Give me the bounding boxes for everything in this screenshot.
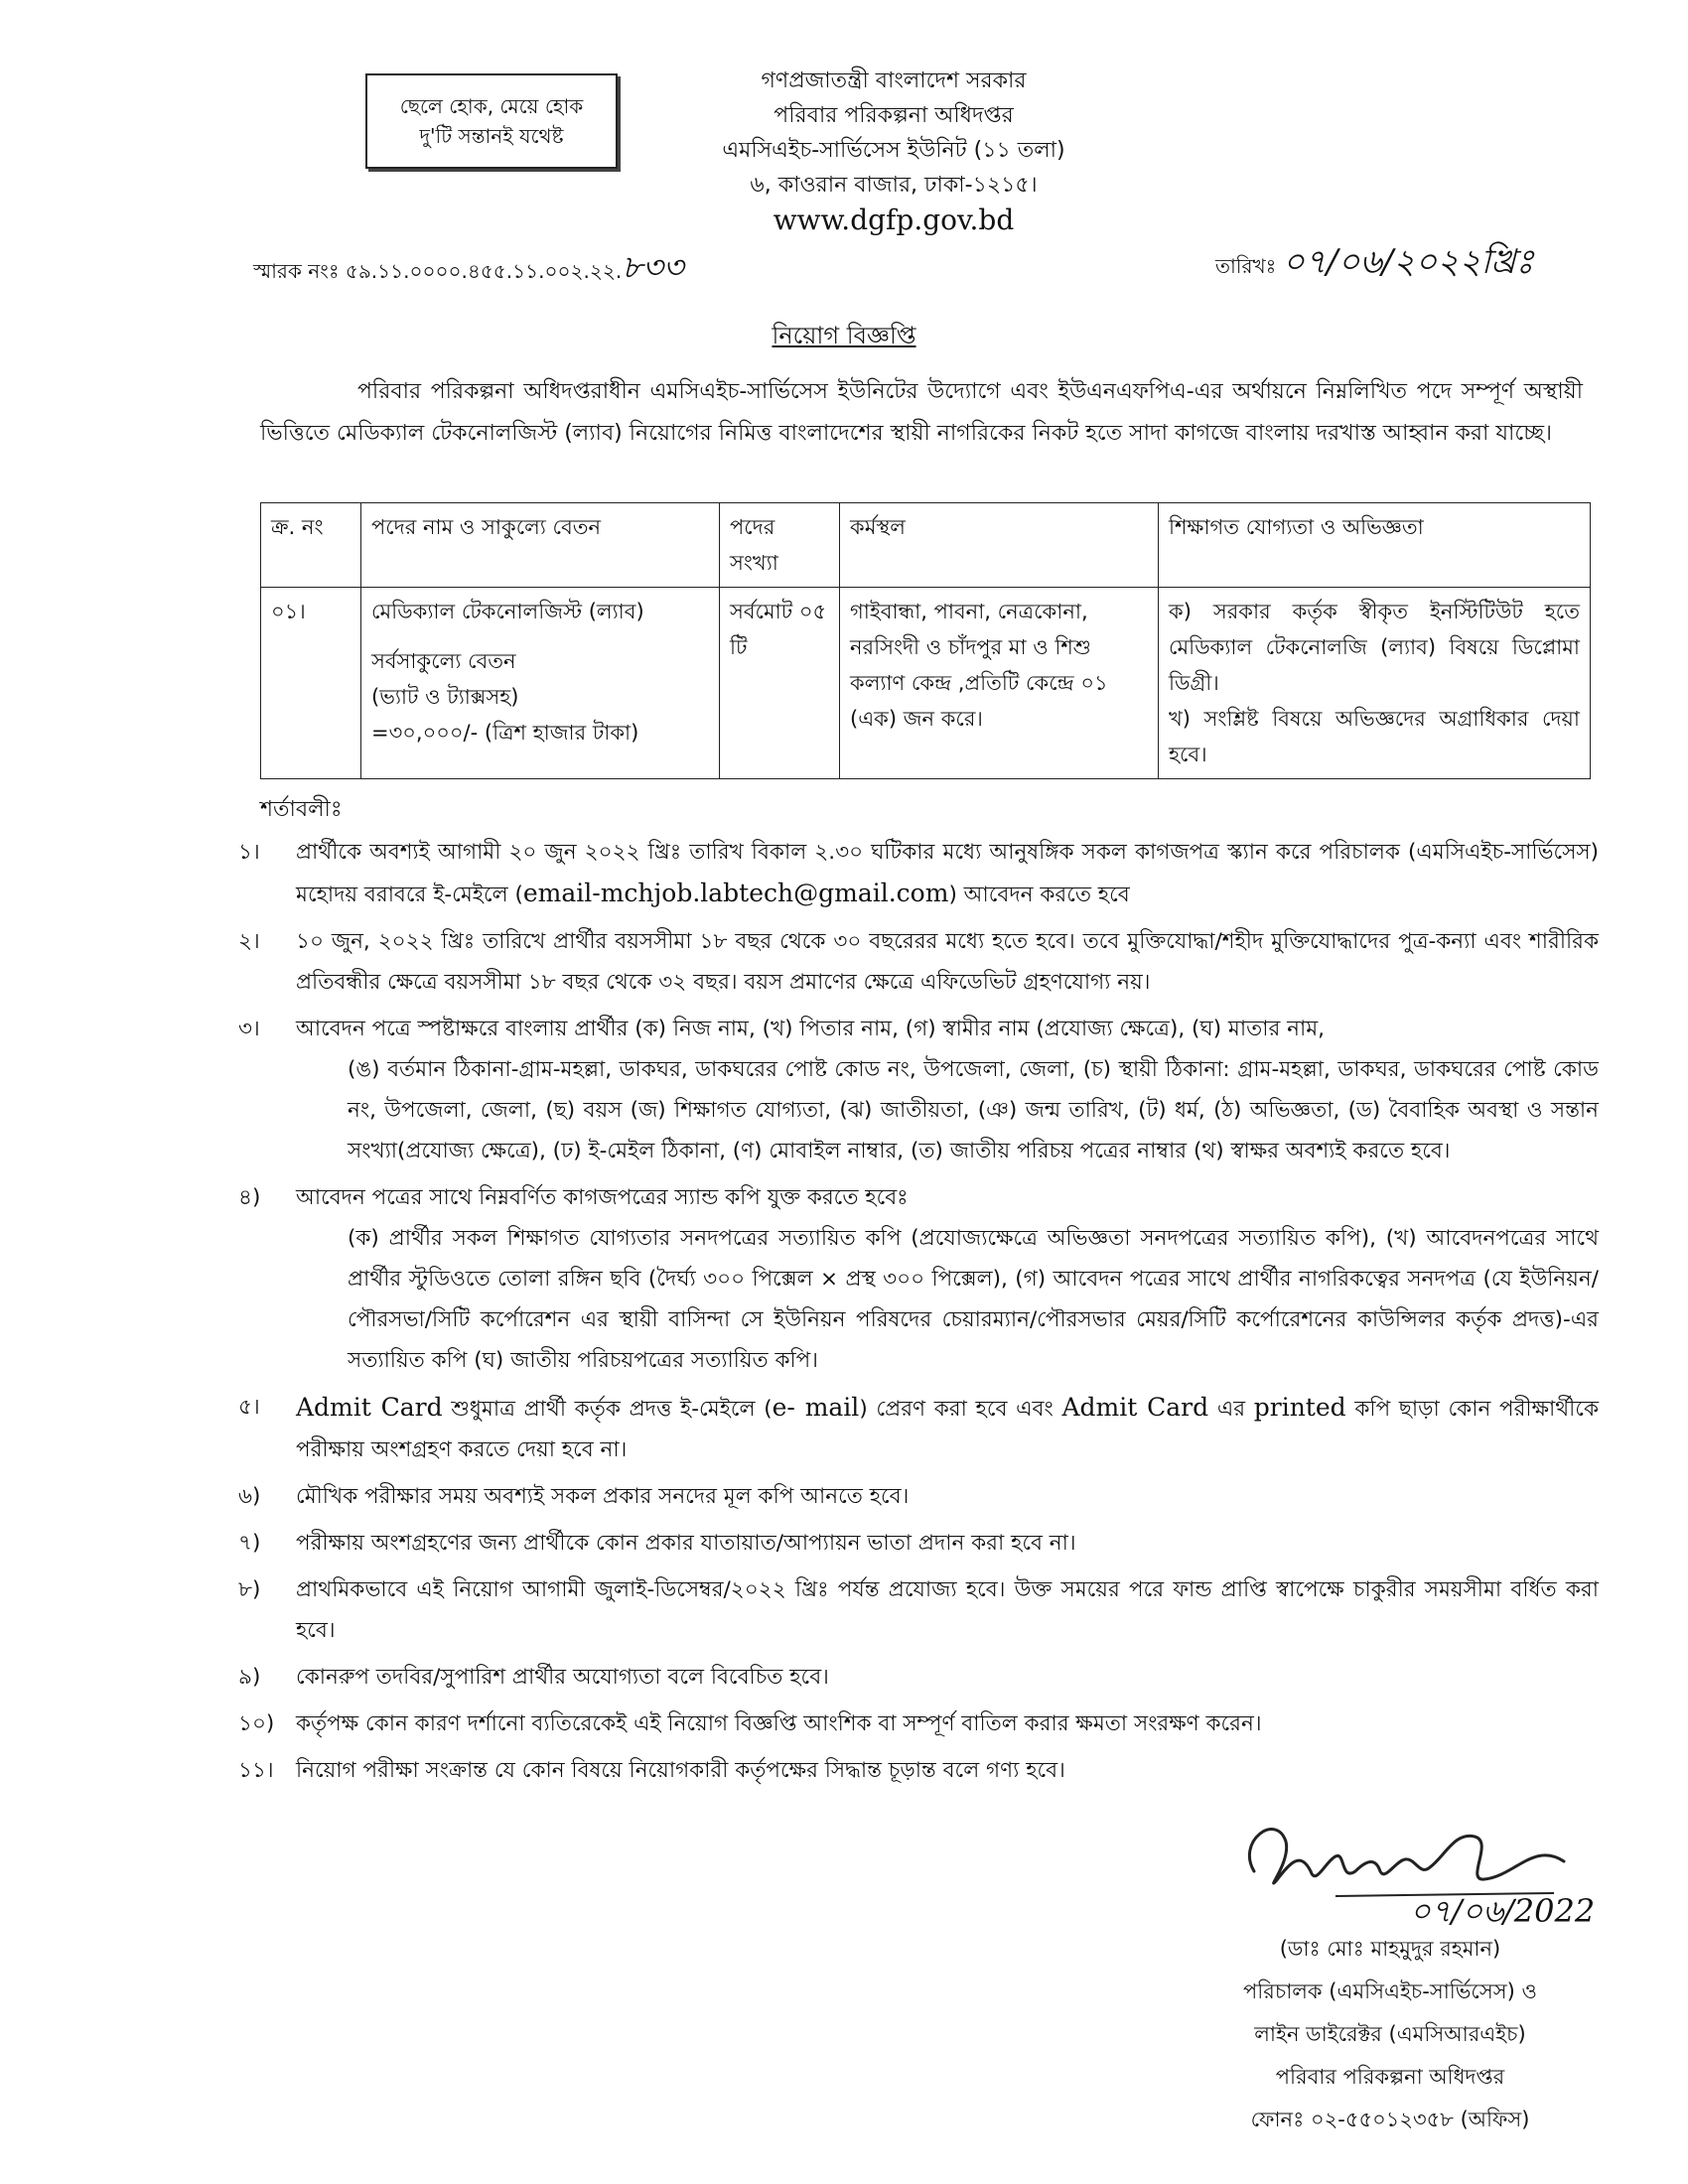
table-header: পদের সংখ্যা <box>720 503 840 588</box>
term-number: ১১। <box>238 1758 274 1783</box>
terms-list <box>238 832 1599 1797</box>
term-text: নিয়োগ পরীক্ষা সংক্রান্ত যে কোন বিষয়ে নিয়োগকারী কর্তৃপক্ষের সিদ্ধান্ত চূড়ান্ত বলে গণ্য হবে। <box>296 1758 1065 1783</box>
table-header: পদের নাম ও সাকুল্যে বেতন <box>361 503 720 588</box>
signatory-title: লাইন ডাইরেক্টর (এমসিআরএইচ) <box>1254 2022 1526 2046</box>
qualification-b: খ) সংশ্লিষ্ট বিষয়ে অভিজ্ঞদের অগ্রাধিকার দেয়া হবে। <box>1169 707 1580 766</box>
term-text: প্রার্থীকে অবশ্যই আগামী ২০ জুন ২০২২ খ্রিঃ তারিখ বিকাল ২.৩০ ঘটিকার মধ্যে আনুষঙ্গিক সকল কাগজপত্র স্ক্যান করে পরিচালক (এমসিএইচ-সার্ভিসেস) মহোদয় বরাবরে ই-মেইলে (email-mchjob.labtech@gmail.com) আবেদন করতে হবে <box>296 840 1599 907</box>
term-item <box>238 1387 1599 1470</box>
row-workplace: গাইবান্ধা, পাবনা, নেত্রকোনা, নরসিংদী ও চাঁদপুর মা ও শিশু কল্যাণ কেন্দ্র ,প্রতিটি কেন্দ্রে ০১ (এক) জন করে। <box>840 588 1159 779</box>
term-item <box>238 1704 1599 1744</box>
website-link[interactable]: www.dgfp.gov.bd <box>773 204 1015 236</box>
terms-heading: শর্তাবলীঃ <box>260 797 343 822</box>
salary-line: =৩০,০০০/- (ত্রিশ হাজার টাকা) <box>371 721 639 745</box>
term-number: ৯) <box>238 1665 261 1690</box>
term-text: Admit Card শুধুমাত্র প্রার্থী কর্তৃক প্রদত্ত ই-মেইলে (e- mail) প্রেরণ করা হবে এবং Admit Card এর printed কপি ছাড়া কোন পরীক্ষার্থীকে পরীক্ষায় অংশগ্রহণ করতে দেয়া হবে না। <box>296 1393 1599 1462</box>
term-text: আবেদন পত্রে স্পষ্টাক্ষরে বাংলায় প্রার্থীর (ক) নিজ নাম, (খ) পিতার নাম, (গ) স্বামীর নাম (প্রযোজ্য ক্ষেত্রে), (ঘ) মাতার নাম, (ঙ) বর্তমান ঠিকানা-গ্রাম-মহল্লা, ডাকঘর, ডাকঘরের পোষ্ট কোড নং, উপজেলা, জেলা, (চ) স্থায়ী ঠিকানা: গ্রাম-মহল্লা, ডাকঘর, ডাকঘরের পোষ্ট কোড নং, উপজেলা, জেলা, (ছ) বয়স (জ) শিক্ষাগত যোগ্যতা, (ঝ) জাতীয়তা, (ঞ) জন্ম তারিখ, (ট) ধর্ম, (ঠ) অভিজ্ঞতা, (ড) বৈবাহিক অবস্থা ও সন্তান সংখ্যা(প্রযোজ্য ক্ষেত্রে), (ঢ) ই-মেইল ঠিকানা, (ণ) মোবাইল নাম্বার, (ত) জাতীয় পরিচয় পত্রের নাম্বার (থ) স্বাক্ষর অবশ্যই করতে হবে। <box>296 1017 1599 1163</box>
table-header: কর্মস্থল <box>840 503 1159 588</box>
notice-title: নিয়োগ বিজ্ঞপ্তি <box>772 322 916 349</box>
term-number: ২। <box>238 929 260 954</box>
qualification-a: ক) সরকার কর্তৃক স্বীকৃত ইনস্টিটিউট হতে মেডিক্যাল টেকনোলজি (ল্যাব) বিষয়ে ডিপ্লোমা ডিগ্রী। <box>1169 600 1580 695</box>
row-count: সর্বমোট ০৫ টি <box>720 588 840 779</box>
date-label: তারিখঃ <box>1215 254 1277 278</box>
term-number: ১। <box>238 840 260 865</box>
table-header: শিক্ষাগত যোগ্যতা ও অভিজ্ঞতা <box>1159 503 1591 588</box>
term-text: কোনরুপ তদবির/সুপারিশ প্রার্থীর অযোগ্যতা বলে বিবেচিত হবে। <box>296 1665 829 1690</box>
term-text: আবেদন পত্রের সাথে নিম্নবর্ণিত কাগজপত্রের স্যান্ড কপি যুক্ত করতে হবেঃ (ক) প্রার্থীর সকল শিক্ষাগত যোগ্যতার সনদপত্রের সত্যায়িত কপি (প্রযোজ্যক্ষেত্রে অভিজ্ঞতা সনদপত্রের সত্যায়িত কপি), (খ) আবেদনপত্রের সাথে প্রার্থীর স্টুডিওতে তোলা রঙ্গিন ছবি (দৈর্ঘ্য ৩০০ পিক্সেল × প্রস্থ ৩০০ পিক্সেল), (গ) আবেদন পত্রের সাথে প্রার্থীর নাগরিকত্বের সনদপত্র (যে ইউনিয়ন/পৌরসভা/সিটি কর্পোরেশন এর স্থায়ী বাসিন্দা সে ইউনিয়ন পরিষদের চেয়ারম্যান/পৌরসভার মেয়র/সিটি কর্পোরেশনের কাউন্সিলর কর্তৃক প্রদত্ত)-এর সত্যায়িত কপি (ঘ) জাতীয় পরিচয়পত্রের সত্যায়িত কপি। <box>296 1185 1599 1373</box>
row-serial: ০১। <box>261 588 361 779</box>
address: ৬, কাওরান বাজার, ঢাকা-১২১৫। <box>750 173 1038 198</box>
slogan-box <box>365 73 618 169</box>
signatory-title: পরিচালক (এমসিএইচ-সার্ভিসেস) ও <box>1243 1979 1537 2003</box>
issue-date <box>1215 236 1534 293</box>
date-handwritten-value: ০৭/০৬/২০২২খ্রিঃ <box>1282 242 1534 282</box>
term-item <box>238 1657 1599 1698</box>
govt-name: গণপ্রজাতন্ত্রী বাংলাদেশ সরকার <box>761 68 1027 93</box>
term-text: প্রাথমিকভাবে এই নিয়োগ আগামী জুলাই-ডিসেম্বর/২০২২ খ্রিঃ পর্যন্ত প্রযোজ্য হবে। উক্ত সময়ের পরে ফান্ড প্রাপ্তি স্বাপেক্ষে চাকুরীর সময়সীমা বর্ধিত করা হবে। <box>296 1577 1599 1643</box>
intro-paragraph: পরিবার পরিকল্পনা অধিদপ্তরাধীন এমসিএইচ-সার্ভিসেস ইউনিটের উদ্যোগে এবং ইউএনএফপিএ-এর অর্থায়নে নিম্নলিখিত পদে সম্পূর্ণ অস্থায়ী ভিত্তিতে মেডিক্যাল টেকনোলজিস্ট (ল্যাব) নিয়োগের নিমিত্ত বাংলাদেশের স্থায়ী নাগরিকের নিকট হতে সাদা কাগজে বাংলায় দরখাস্ত আহ্বান করা যাচ্ছে। <box>260 379 1583 446</box>
term-number: ৭) <box>238 1531 261 1556</box>
table-header: ক্র. নং <box>261 503 361 588</box>
letterhead <box>626 64 1162 237</box>
slogan-line-2: দু'টি সন্তানই যথেষ্ট <box>419 124 564 148</box>
table-row <box>261 588 1591 779</box>
term-item <box>238 1476 1599 1517</box>
term-text: কর্তৃপক্ষ কোন কারণ দর্শানো ব্যতিরেকেই এই নিয়োগ বিজ্ঞপ্তি আংশিক বা সম্পূর্ণ বাতিল করার ক্ষমতা সংরক্ষণ করেন। <box>296 1711 1262 1736</box>
term-item <box>238 1570 1599 1651</box>
term-item <box>238 1009 1599 1171</box>
memo-label: স্মারক নংঃ ৫৯.১১.০০০০.৪৫৫.১১.০০২.২২. <box>253 259 623 283</box>
row-qualification <box>1159 588 1591 779</box>
unit-name: এমসিএইচ-সার্ভিসেস ইউনিট (১১ তলা) <box>722 138 1065 163</box>
signatory-name: (ডাঃ মোঃ মাহমুদুর রহমান) <box>1279 1937 1501 1961</box>
posts-table <box>260 502 1591 779</box>
term-text: ১০ জুন, ২০২২ খ্রিঃ তারিখে প্রার্থীর বয়সসীমা ১৮ বছর থেকে ৩০ বছরেরর মধ্যে হতে হবে। তবে মুক্তিযোদ্ধা/শহীদ মুক্তিযোদ্ধাদের পুত্র-কন্যা এবং শারীরিক প্রতিবন্ধীর ক্ষেত্রে বয়সসীমা ১৮ বছর থেকে ৩২ বছর। বয়স প্রমাণের ক্ষেত্রে এফিডেভিট গ্রহণযোগ্য নয়। <box>296 929 1599 995</box>
term-number: ৮) <box>238 1577 261 1602</box>
term-number: ৩। <box>238 1017 260 1041</box>
salary-line: সর্বসাকুল্যে বেতন <box>371 649 516 673</box>
application-email-link[interactable]: email-mchjob.labtech@gmail.com <box>522 879 949 907</box>
department-name: পরিবার পরিকল্পনা অধিদপ্তর <box>774 103 1014 128</box>
term-item <box>238 1523 1599 1564</box>
signatory-block <box>1142 1928 1638 2141</box>
salary-line: (ভ্যাট ও ট্যাক্সসহ) <box>371 685 519 709</box>
term-item <box>238 1750 1599 1791</box>
term-item <box>238 921 1599 1003</box>
signatory-phone: ফোনঃ ০২-৫৫০১২৩৫৮ (অফিস) <box>1250 2108 1530 2131</box>
memo-handwritten-number: ৮৩৩ <box>622 248 684 286</box>
term-number: ৫। <box>238 1395 260 1420</box>
row-post <box>361 588 720 779</box>
term-item <box>238 832 1599 915</box>
post-name: মেডিক্যাল টেকনোলজিস্ট (ল্যাব) <box>371 600 644 623</box>
term-number: ৬) <box>238 1484 261 1509</box>
table-header-row <box>261 503 1591 588</box>
signature-date: ০৭/০৬/2022 <box>1410 1892 1596 1930</box>
slogan-line-1: ছেলে হোক, মেয়ে হোক <box>399 94 584 118</box>
term-text: মৌখিক পরীক্ষার সময় অবশ্যই সকল প্রকার সনদের মূল কপি আনতে হবে। <box>296 1484 910 1509</box>
term-number: ১০) <box>238 1711 275 1736</box>
term-number: ৪) <box>238 1185 261 1210</box>
term-item <box>238 1177 1599 1381</box>
signatory-org: পরিবার পরিকল্পনা অধিদপ্তর <box>1275 2065 1505 2089</box>
memo-number <box>253 242 684 296</box>
term-text: পরীক্ষায় অংশগ্রহণের জন্য প্রার্থীকে কোন প্রকার যাতায়াত/আপ্যায়ন ভাতা প্রদান করা হবে না। <box>296 1531 1076 1556</box>
